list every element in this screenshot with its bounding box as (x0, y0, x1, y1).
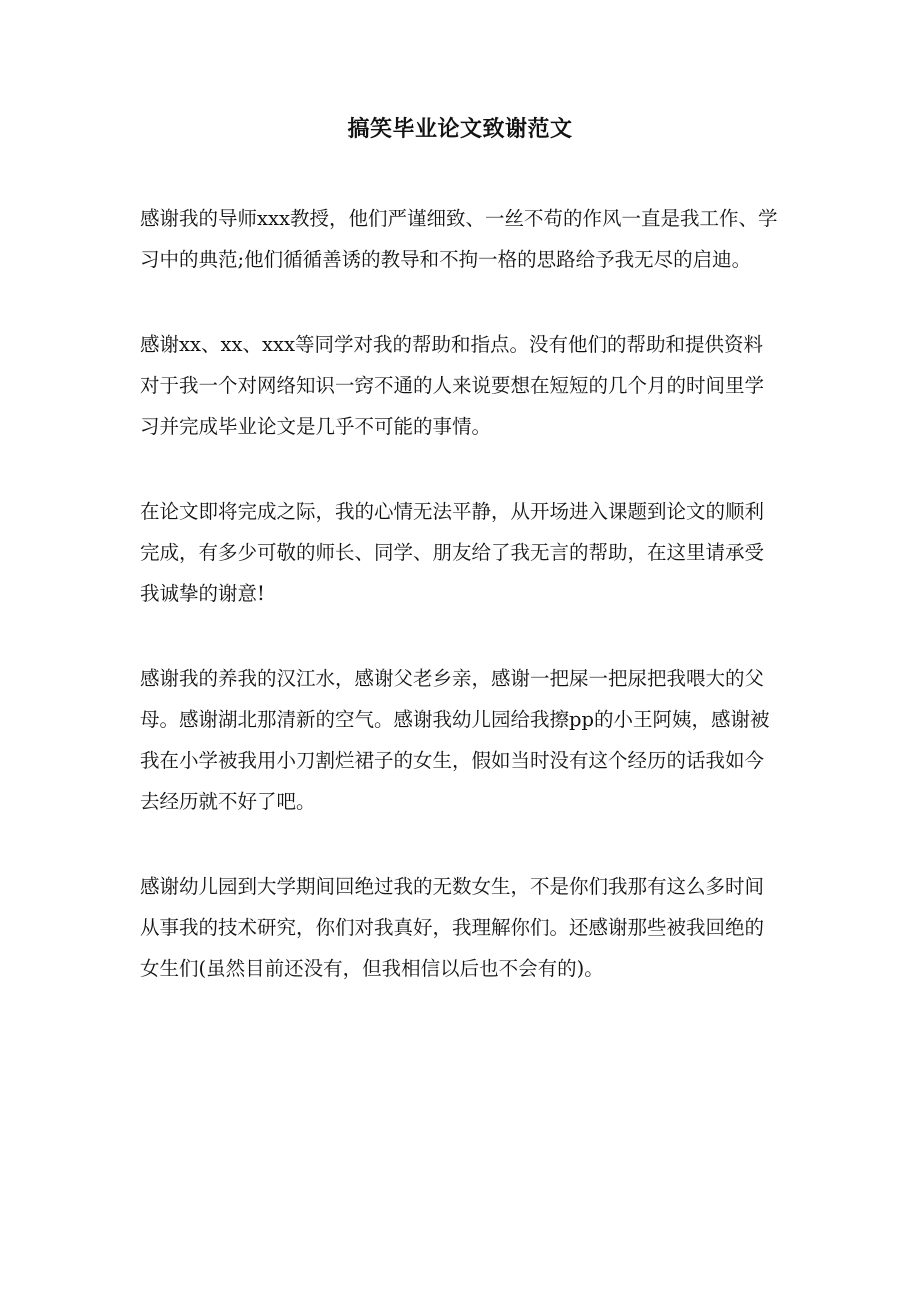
paragraph-4: 感谢我的养我的汉江水，感谢父老乡亲，感谢一把屎一把尿把我喂大的父母。感谢湖北那清新的空气。感谢我幼儿园给我擦pp的小王阿姨，感谢被我在小学被我用小刀割烂裙子的女生，假如当时没有这个经历的话我如今去经历就不好了吧。 (140, 667, 770, 813)
paragraph-2: 感谢xx、xx、xxx等同学对我的帮助和指点。没有他们的帮助和提供资料对于我一个对网络知识一窍不通的人来说要想在短短的几个月的时间里学习并完成毕业论文是几乎不可能的事情。 (140, 333, 765, 438)
paragraph-5: 感谢幼儿园到大学期间回绝过我的无数女生，不是你们我那有这么多时间从事我的技术研究，你们对我真好，我理解你们。还感谢那些被我回绝的女生们(虽然目前还没有，但我相信以后也不会有的)。 (140, 875, 765, 980)
paragraph-1: 感谢我的导师xxx教授，他们严谨细致、一丝不苟的作风一直是我工作、学习中的典范;他们循循善诱的教导和不拘一格的思路给予我无尽的启迪。 (140, 207, 778, 271)
document-title: 搞笑毕业论文致谢范文 (347, 116, 573, 142)
paragraph-3: 在论文即将完成之际，我的心情无法平静，从开场进入课题到论文的顺利完成，有多少可敬的师长、同学、朋友给了我无言的帮助，在这里请承受我诚挚的谢意! (140, 500, 765, 605)
document-body (140, 198, 780, 1033)
